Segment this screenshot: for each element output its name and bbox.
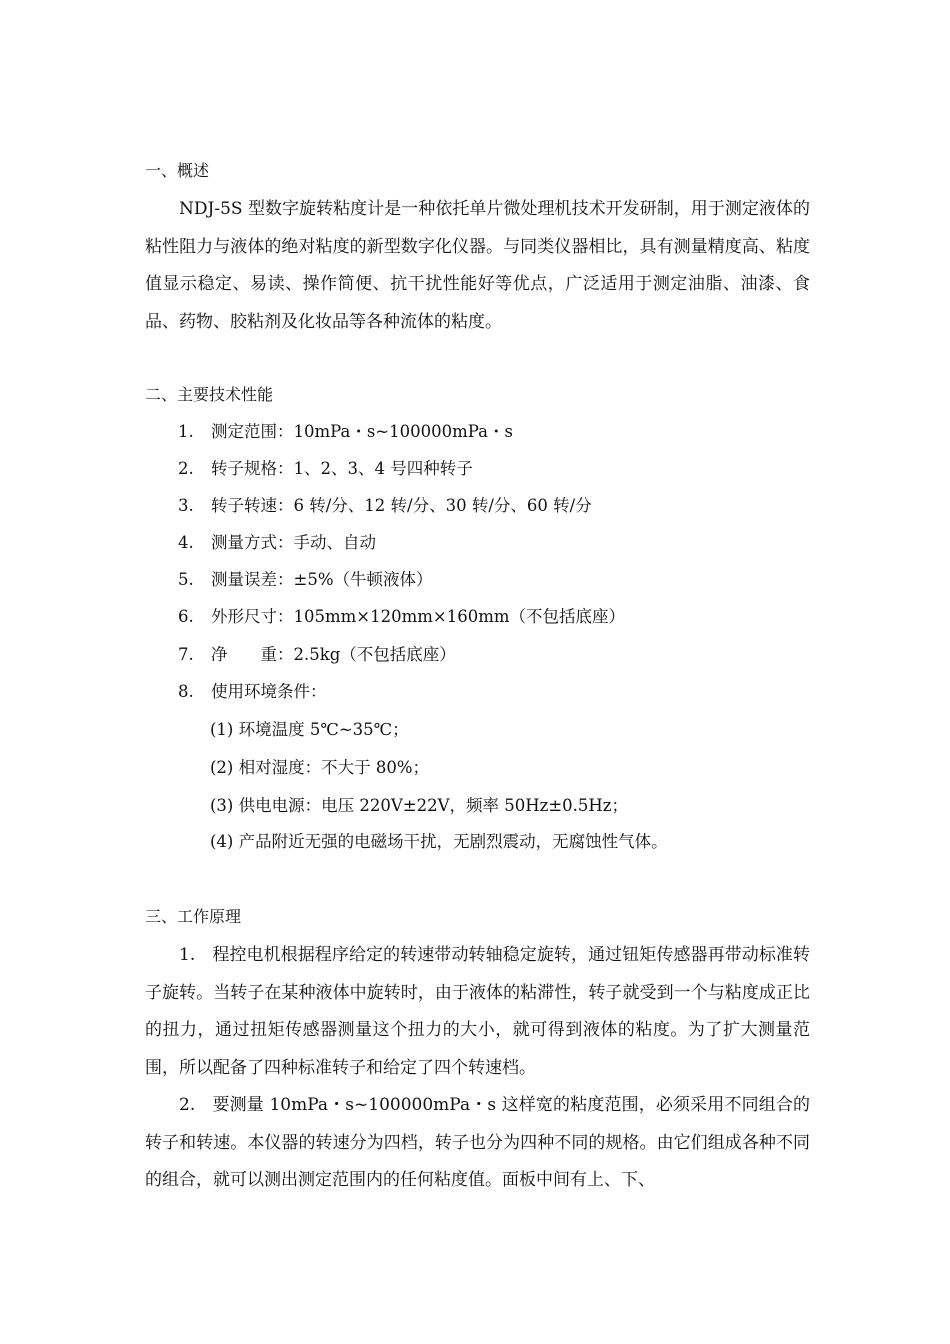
spec-item — [178, 606, 625, 628]
spec-item-number: 1. — [178, 422, 194, 441]
spec-item — [178, 532, 376, 554]
spec-item-text: 转子转速：6 转/分、12 转/分、30 转/分、60 转/分 — [211, 496, 592, 515]
spec-item-number: 6. — [178, 607, 194, 626]
environment-condition: (2) 相对湿度：不大于 80%； — [210, 758, 430, 777]
spec-item — [178, 644, 456, 666]
spec-item-text: 测量误差：±5%（牛顿液体） — [211, 570, 433, 589]
environment-condition: (3) 供电电源：电压 220V±22V，频率 50Hz±0.5Hz； — [210, 796, 628, 815]
overview-paragraph: NDJ-5S 型数字旋转粘度计是一种依托单片微处理机技术开发研制，用于测定液体的粘性阻力与液体的绝对粘度的新型数字化仪器。与同类仪器相比，具有测量精度高、粘度值显示稳定、易读、操作简便、抗干扰性能好等优点，广泛适用于测定油脂、油漆、食品、药物、胶粘剂及化妆品等各种流体的粘度。 — [145, 199, 810, 332]
environment-condition: (1) 环境温度 5℃~35℃； — [210, 720, 409, 739]
spec-item-number: 2. — [178, 459, 194, 478]
section-heading-specs: 二、主要技术性能 — [145, 385, 274, 404]
spec-item — [178, 681, 327, 703]
spec-item-text: 测定范围：10mPa・s~100000mPa・s — [211, 422, 513, 441]
section-heading-principle: 三、工作原理 — [145, 907, 242, 926]
environment-condition: (4) 产品附近无强的电磁场干扰，无剧烈震动，无腐蚀性气体。 — [210, 832, 668, 851]
section-heading-overview: 一、概述 — [145, 161, 210, 180]
spec-item — [178, 421, 513, 443]
principle-paragraph: 2. 要测量 10mPa・s~100000mPa・s 这样宽的粘度范围，必须采用不同组合的转子和转速。本仪器的转速分为四档，转子也分为四种不同的规格。由它们组成各种不同的组合，就可以测出测定范围内的任何粘度值。面板中间有上、下、 — [145, 1095, 810, 1190]
spec-item-number: 5. — [178, 570, 194, 589]
spec-item-text: 净 重：2.5kg（不包括底座） — [211, 645, 456, 664]
spec-item-number: 8. — [178, 682, 194, 701]
spec-item — [178, 495, 592, 517]
spec-item — [178, 458, 473, 480]
spec-item-number: 7. — [178, 645, 194, 664]
spec-item-text: 测量方式：手动、自动 — [211, 533, 376, 552]
spec-item-text: 转子规格：1、2、3、4 号四种转子 — [211, 459, 473, 478]
spec-item-text: 使用环境条件： — [211, 682, 327, 701]
spec-item — [178, 569, 433, 591]
spec-item-text: 外形尺寸：105mm×120mm×160mm（不包括底座） — [211, 607, 626, 626]
spec-item-number: 3. — [178, 496, 194, 515]
principle-paragraph: 1. 程控电机根据程序给定的转速带动转轴稳定旋转，通过钮矩传感器再带动标准转子旋转。当转子在某种液体中旋转时，由于液体的粘滞性，转子就受到一个与粘度成正比的扭力，通过扭矩传感器测量这个扭力的大小，就可得到液体的粘度。为了扩大测量范围，所以配备了四种标准转子和给定了四个转速档。 — [145, 945, 810, 1078]
spec-item-number: 4. — [178, 533, 194, 552]
